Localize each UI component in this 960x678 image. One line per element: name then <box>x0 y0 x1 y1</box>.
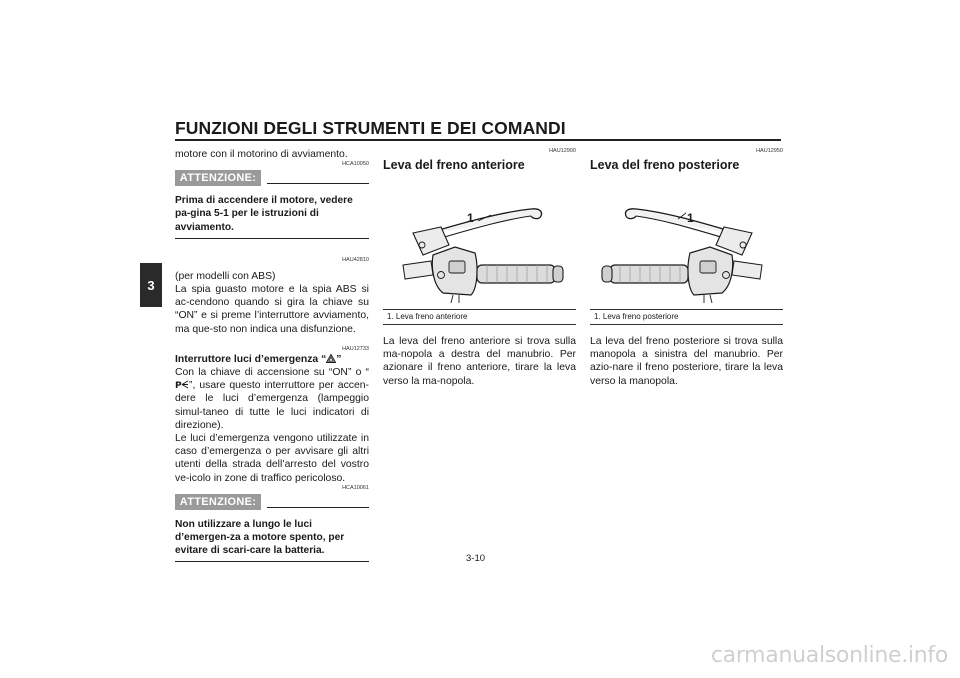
front-brake-illustration <box>383 185 576 305</box>
page-title: FUNZIONI DEGLI STRUMENTI E DEI COMANDI <box>175 118 566 138</box>
svg-text:P: P <box>175 381 182 390</box>
code-att1: HCA10050 <box>342 161 369 168</box>
rear-brake-callout: 1 <box>687 211 694 225</box>
code-front-brake: HAU12900 <box>549 148 576 154</box>
code-rear-brake: HAU12950 <box>756 148 783 154</box>
intro-text: motore con il motorino di avviamento. <box>175 149 348 160</box>
front-brake-heading: Leva del freno anteriore <box>383 158 525 172</box>
page-number: 3-10 <box>466 553 486 564</box>
front-brake-figure <box>383 185 576 305</box>
hazard-text-1: Con la chiave di accensione su “ON” o “ P ”, usare questo interruttore per accen-dere le luci d’emergenza (lampeggio simul-taneo di tutte le luci indicatori di direzione). <box>175 367 369 431</box>
front-brake-text: La leva del freno anteriore si trova sulla ma-nopola a destra del manubrio. Per azionare il freno anteriore, tirare la leva verso la ma-nopola. <box>383 336 576 387</box>
attention-label-2: ATTENZIONE: <box>175 494 261 510</box>
rear-brake-text: La leva del freno posteriore si trova sulla manopola a sinistra del manubrio. Per azio-nare il freno posteriore, tirare la leva verso la manopola. <box>590 336 783 387</box>
front-brake-caption: 1. Leva freno anteriore <box>383 309 576 325</box>
column-left <box>175 148 369 562</box>
hazard-text-2: Le luci d’emergenza vengono utilizzate in caso d’emergenza o per avvisare gli altri utenti della strada dell’arresto del vostro ve-icolo in zone di traffico pericoloso. <box>175 433 369 484</box>
code-hazard: HAU12733 <box>342 345 369 352</box>
rear-brake-illustration <box>590 185 783 305</box>
chapter-tab: 3 <box>140 263 162 307</box>
column-right <box>590 148 783 388</box>
title-rule <box>175 139 781 141</box>
hazard-heading: Interruttore luci d’emergenza “ ” <box>175 353 342 365</box>
code-att2: HCA10061 <box>342 484 369 491</box>
attention-text-1: Prima di accendere il motore, vedere pa-gina 5-1 per le istruzioni di avviamento. <box>175 194 369 239</box>
abs-text: (per modelli con ABS) La spia guasto motore e la spia ABS si ac-cendono quando si gira la chiave su “ON” e si preme l’interruttore avviamento, ma que-sto non indica una disfunzione. <box>175 270 369 335</box>
front-brake-callout: 1 <box>467 211 474 225</box>
rear-brake-figure <box>590 185 783 305</box>
watermark: carmanualsonline.info <box>710 643 948 668</box>
attention-label-1: ATTENZIONE: <box>175 170 261 186</box>
attention-text-2: Non utilizzare a lungo le luci d’emergen-za a motore spento, per evitare di scari-care la batteria. <box>175 518 369 563</box>
hazard-triangle-icon <box>326 354 336 363</box>
attention-header-2 <box>175 494 369 512</box>
parking-light-icon <box>175 380 189 389</box>
code-abs: HAU42810 <box>342 256 369 263</box>
rear-brake-heading: Leva del freno posteriore <box>590 158 740 172</box>
column-middle <box>383 148 576 388</box>
rear-brake-caption: 1. Leva freno posteriore <box>590 309 783 325</box>
attention-header-1 <box>175 170 369 188</box>
